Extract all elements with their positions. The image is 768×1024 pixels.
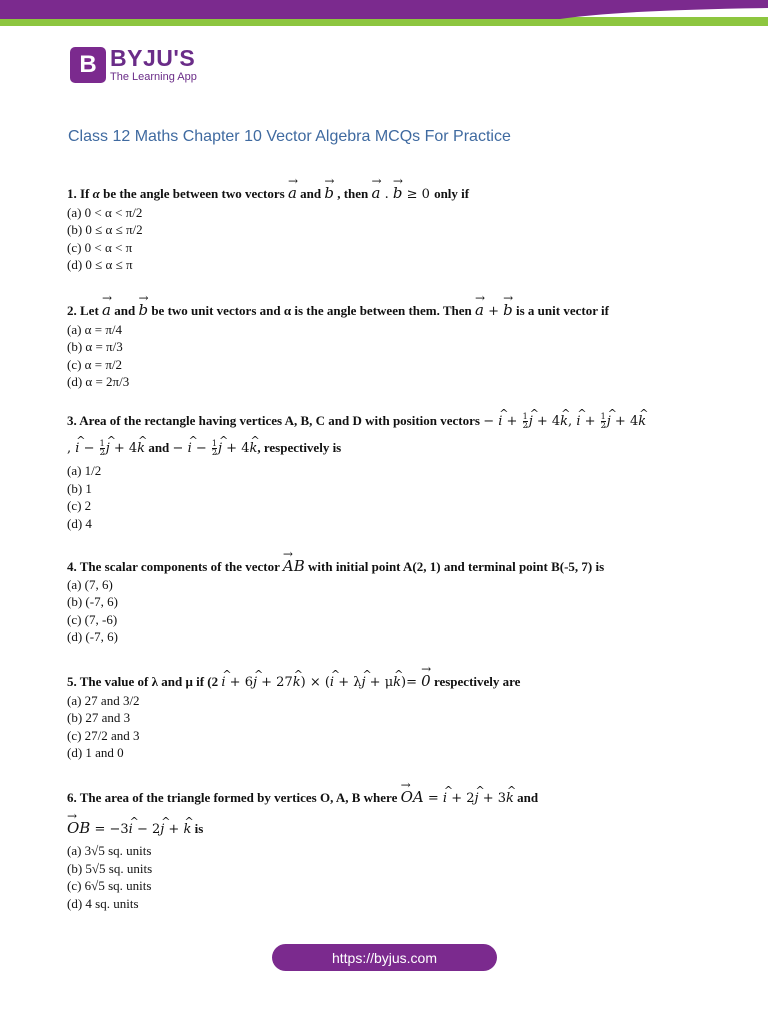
- option-d: (d) 4 sq. units: [67, 895, 139, 911]
- option-b: (b) 1: [67, 480, 92, 496]
- option-b: (b) α = π/3: [67, 339, 123, 355]
- option-c: (c) 27/2 and 3: [67, 727, 140, 743]
- option-c: (c) 2: [67, 498, 92, 514]
- option-d: (d) (-7, 6): [67, 629, 118, 645]
- question-6: [67, 780, 707, 912]
- question-stem: 6. The area of the triangle formed by vertices O, A, B where → OA = ^ i + 2^ j + 3^ k and → OB = −3^ i − 2^ j + ^ k is: [67, 780, 707, 842]
- option-d: (d) 4: [67, 515, 92, 531]
- footer-url-link[interactable]: https://byjus.com: [272, 944, 497, 971]
- option-d: (d) 1 and 0: [67, 745, 124, 761]
- option-a: (a) 1/2: [67, 463, 102, 478]
- option-b: (b) (-7, 6): [67, 594, 118, 610]
- question-2: [67, 297, 707, 391]
- brand-logo: [70, 47, 197, 83]
- option-c: (c) (7, -6): [67, 611, 118, 627]
- question-stem: 2. Let → a and → b be two unit vectors and α is the angle between them. Then → a + → b is a unit vector if: [67, 297, 707, 321]
- option-b: (b) 0 ≤ α ≤ π/2: [67, 222, 143, 238]
- option-c: (c) 6√5 sq. units: [67, 878, 152, 894]
- option-d: (d) 0 ≤ α ≤ π: [67, 257, 133, 273]
- question-stem: 3. Area of the rectangle having vertices A, B, C and D with position vectors − ^ i + $\frac{1}{2}$ ^ j + 4^ k, ^ i + $\frac{1}{2}$ ^ j + 4^ k , ^ i − $\frac{1}{2}$ ^ j + 4^ k and − ^ i − $\frac{1}{2}$ ^ j + 4^ k, respectively is: [67, 408, 707, 462]
- option-b: (b) 5√5 sq. units: [67, 860, 153, 876]
- question-stem: 1. If α be the angle between two vectors → a and → b , then → a . → b ≥ 0 only if: [67, 180, 707, 204]
- option-a: (a) α = π/4: [67, 321, 122, 337]
- question-1: [67, 180, 707, 274]
- question-4: [67, 553, 707, 646]
- brand-name: BYJU'S: [110, 45, 196, 71]
- option-d: (d) α = 2π/3: [67, 374, 130, 390]
- question-5: [67, 668, 707, 762]
- top-banner: [0, 0, 768, 26]
- question-stem: 5. The value of λ and μ if (2 ^ i + 6^ j + 27^ k) × (^ i + λ^ j + μ^ k)= → 0 respectively are: [67, 668, 707, 692]
- option-a: (a) 27 and 3/2: [67, 692, 140, 708]
- question-3: [67, 408, 707, 532]
- logo-mark-icon: B: [70, 47, 106, 83]
- option-a: (a) 0 < α < π/2: [67, 204, 143, 220]
- page-title: Class 12 Maths Chapter 10 Vector Algebra MCQs For Practice: [68, 128, 511, 145]
- brand-tagline: The Learning App: [110, 71, 197, 83]
- option-b: (b) 27 and 3: [67, 710, 131, 726]
- option-c: (c) 0 < α < π: [67, 239, 133, 255]
- option-a: (a) (7, 6): [67, 576, 113, 592]
- question-stem: 4. The scalar components of the vector → AB with initial point A(2, 1) and terminal point B(-5, 7) is: [67, 553, 707, 576]
- option-a: (a) 3√5 sq. units: [67, 843, 152, 858]
- option-c: (c) α = π/2: [67, 356, 122, 372]
